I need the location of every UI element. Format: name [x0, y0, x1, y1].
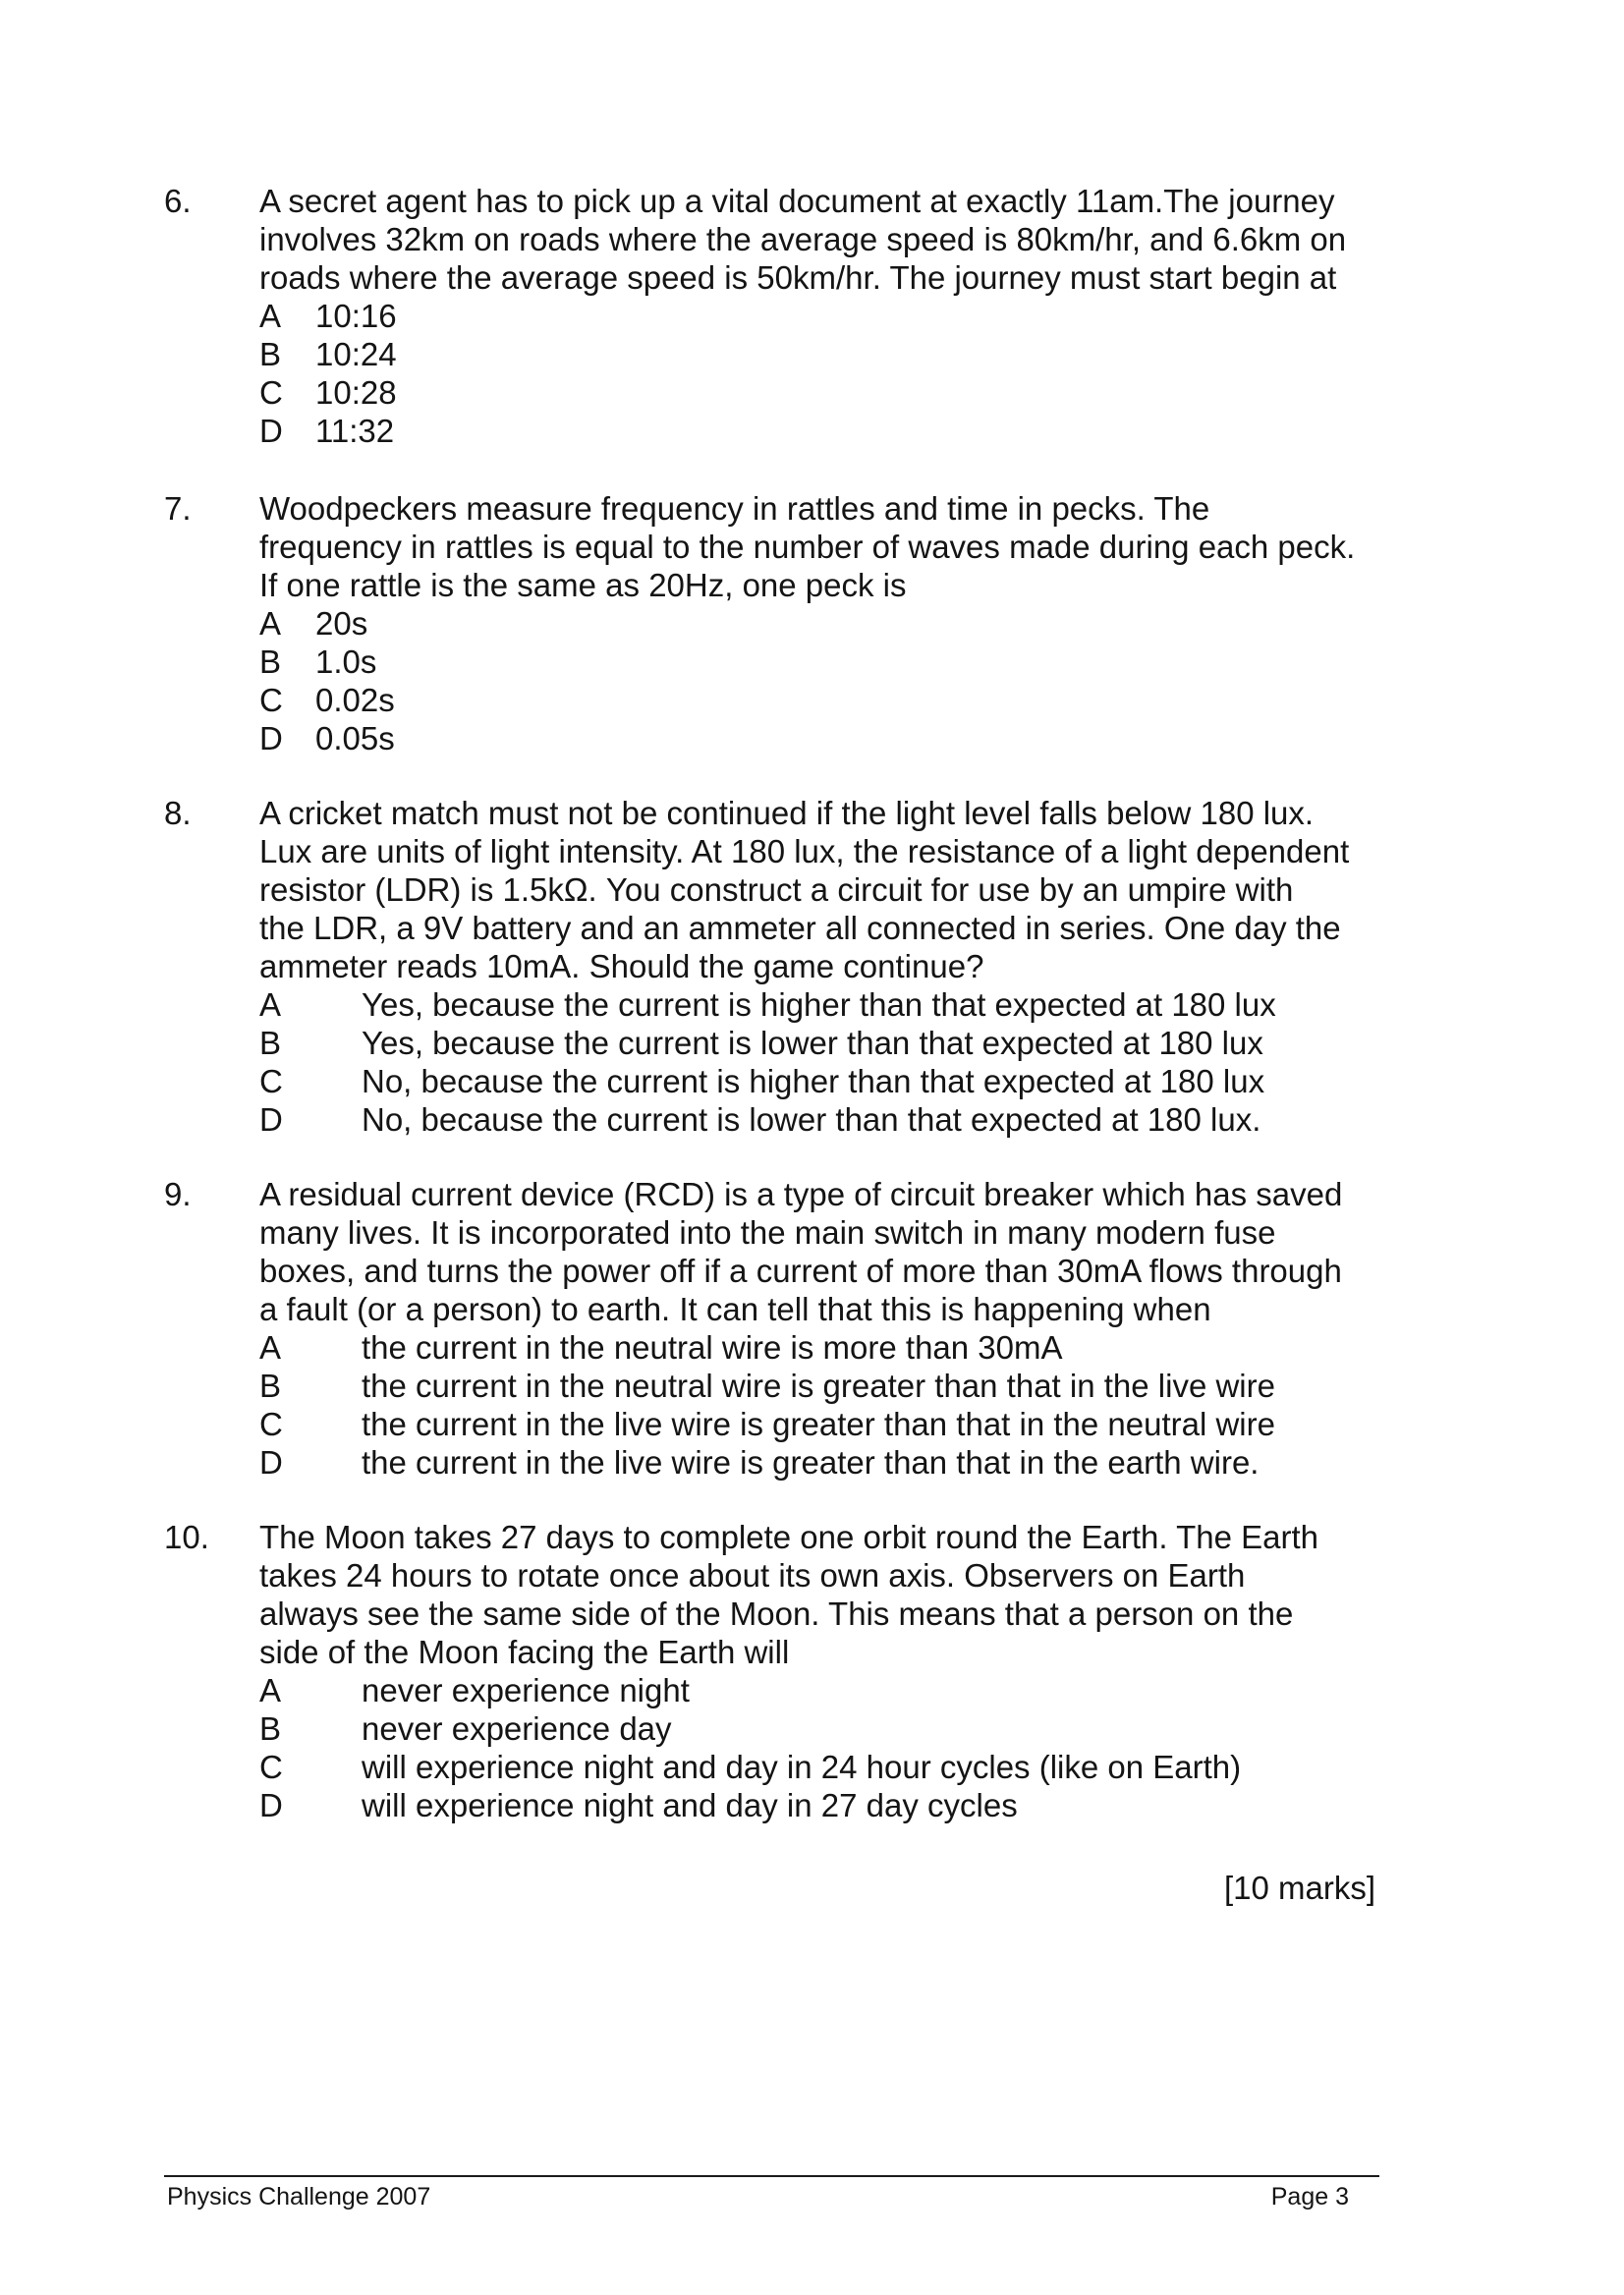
option-text: 1.0s — [315, 644, 377, 680]
option-text: 11:32 — [315, 413, 395, 449]
option-text: 20s — [315, 605, 368, 642]
option-letter: A — [259, 1329, 282, 1366]
option-d — [259, 1100, 1389, 1139]
question-stem: A residual current device (RCD) is a type of circuit breaker which has saved many lives. It is incorporated into the main switch in many modern fuse boxes, and turns the power off if a current of more than 30mA flows through a fault (or a person) to earth. It can tell that this is happening when — [259, 1176, 1343, 1327]
option-letter: B — [259, 644, 282, 680]
option-letter: A — [259, 1672, 282, 1708]
option-text: the current in the neutral wire is more than 30mA — [362, 1329, 1063, 1366]
answer-options — [259, 604, 1389, 757]
answer-options — [259, 985, 1389, 1139]
option-text: never experience night — [362, 1672, 690, 1708]
question-stem: A secret agent has to pick up a vital document at exactly 11am.The journey involves 32km on roads where the average speed is 80km/hr, and 6.6km on roads where the average speed is 50km/hr. The journey must start begin at — [259, 183, 1347, 296]
question-stem: The Moon takes 27 days to complete one orbit round the Earth. The Earth takes 24 hours to rotate once about its own axis. Observers on Earth always see the same side of the Moon. This means that a person on the side of the Moon facing the Earth will — [259, 1519, 1319, 1670]
option-a — [259, 985, 1389, 1024]
option-letter: B — [259, 1710, 282, 1747]
answer-options — [259, 1328, 1389, 1482]
option-letter: B — [259, 1025, 282, 1061]
option-text: No, because the current is higher than that expected at 180 lux — [362, 1063, 1265, 1099]
option-letter: A — [259, 986, 282, 1023]
option-a — [259, 297, 1389, 335]
answer-options — [259, 297, 1389, 450]
option-text: the current in the neutral wire is greater than that in the live wire — [362, 1368, 1275, 1404]
option-text: 10:24 — [315, 336, 397, 372]
option-text: 10:16 — [315, 298, 397, 334]
question-number: 8. — [164, 795, 192, 831]
option-d — [259, 1786, 1389, 1824]
question-stem: Woodpeckers measure frequency in rattles and time in pecks. The frequency in rattles is equal to the number of waves made during each peck. If one rattle is the same as 20Hz, one peck is — [259, 490, 1356, 603]
option-d — [259, 1443, 1389, 1482]
question-number: 7. — [164, 490, 192, 527]
option-letter: D — [259, 1101, 283, 1138]
page-number: Page 3 — [1270, 2183, 1349, 2211]
option-text: Yes, because the current is lower than that expected at 180 lux — [362, 1025, 1263, 1061]
footer-divider — [164, 2175, 1379, 2177]
option-a — [259, 604, 1389, 643]
option-letter: A — [259, 605, 282, 642]
option-letter: D — [259, 1787, 283, 1823]
option-text: will experience night and day in 24 hour cycles (like on Earth) — [362, 1749, 1242, 1785]
option-text: will experience night and day in 27 day cycles — [362, 1787, 1018, 1823]
option-text: Yes, because the current is higher than that expected at 180 lux — [362, 986, 1276, 1023]
option-d — [259, 412, 1389, 450]
option-letter: C — [259, 1749, 283, 1785]
option-c — [259, 1062, 1389, 1100]
option-c — [259, 681, 1389, 719]
option-c — [259, 1405, 1389, 1443]
answer-options — [259, 1671, 1389, 1824]
option-text: No, because the current is lower than that expected at 180 lux. — [362, 1101, 1261, 1138]
option-a — [259, 1671, 1389, 1709]
option-letter: C — [259, 374, 283, 411]
option-d — [259, 719, 1389, 757]
option-letter: B — [259, 336, 282, 372]
option-letter: C — [259, 682, 283, 718]
option-text: 10:28 — [315, 374, 397, 411]
question-number: 9. — [164, 1176, 192, 1212]
option-letter: D — [259, 1444, 283, 1481]
option-letter: A — [259, 298, 282, 334]
option-letter: D — [259, 413, 283, 449]
question-number: 10. — [164, 1519, 209, 1555]
option-a — [259, 1328, 1389, 1367]
question-stem: A cricket match must not be continued if the light level falls below 180 lux. Lux are units of light intensity. At 180 lux, the resistance of a light dependent resistor (LDR) is 1.5kΩ. You construct a circuit for use by an umpire with the LDR, a 9V battery and an ammeter all connected in series. One day the ammeter reads 10mA. Should the game continue? — [259, 795, 1350, 984]
option-c — [259, 1748, 1389, 1786]
option-text: the current in the live wire is greater than that in the earth wire. — [362, 1444, 1260, 1481]
option-text: 0.05s — [315, 720, 395, 756]
option-text: never experience day — [362, 1710, 672, 1747]
option-b — [259, 1367, 1389, 1405]
option-text: the current in the live wire is greater than that in the neutral wire — [362, 1406, 1275, 1442]
question-number: 6. — [164, 183, 192, 219]
option-c — [259, 373, 1389, 412]
option-b — [259, 1709, 1389, 1748]
option-letter: D — [259, 720, 283, 756]
option-letter: C — [259, 1406, 283, 1442]
option-letter: B — [259, 1368, 282, 1404]
option-b — [259, 643, 1389, 681]
option-b — [259, 335, 1389, 373]
total-marks: [10 marks] — [1223, 1870, 1375, 1906]
option-letter: C — [259, 1063, 283, 1099]
footer-title: Physics Challenge 2007 — [167, 2183, 431, 2211]
option-text: 0.02s — [315, 682, 395, 718]
option-b — [259, 1024, 1389, 1062]
